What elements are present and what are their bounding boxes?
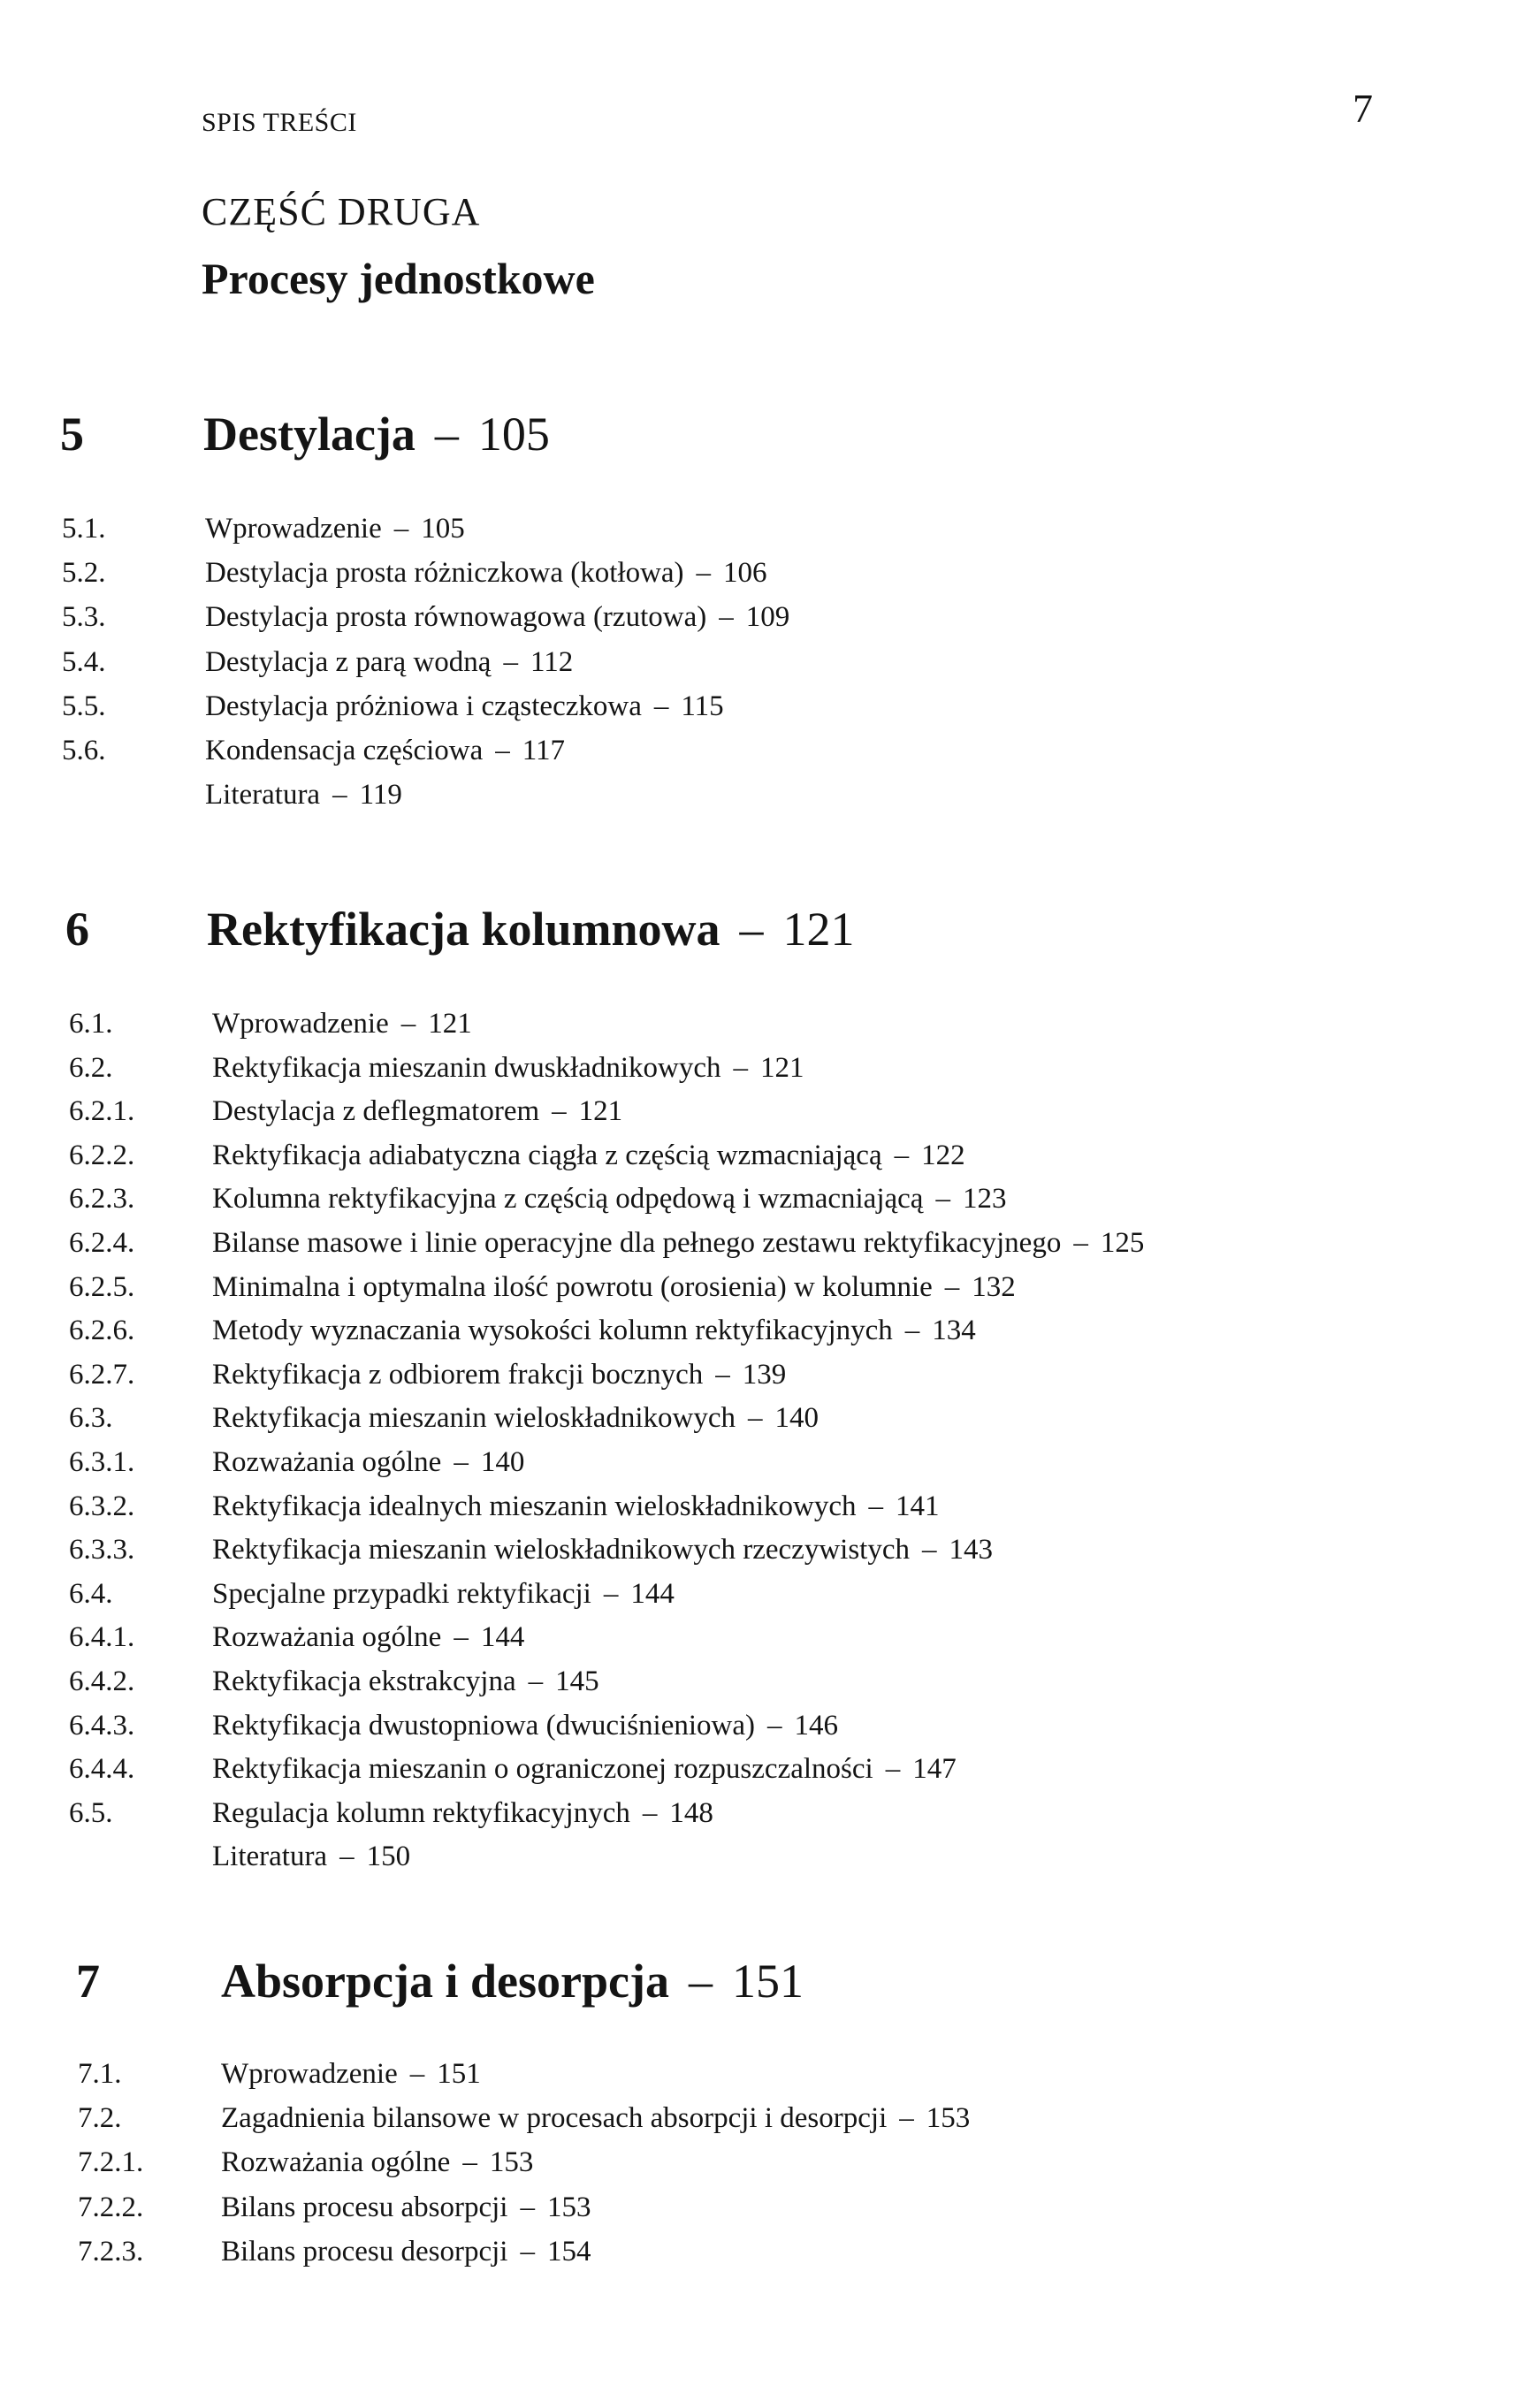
entry-number: 6.1. [69,1008,113,1040]
toc-entry [0,1578,1540,1622]
entry-dash: – [603,1578,619,1610]
entry-dash: – [868,1490,884,1522]
entry-line [212,1140,965,1172]
entry-number: 5.5. [62,690,106,722]
entry-title: Rektyfikacja ekstrakcyjna [212,1665,516,1697]
entry-dash: – [495,735,510,766]
toc-entry [0,2058,1540,2102]
entry-title: Rektyfikacja idealnych mieszanin wieloskładnikowych [212,1490,857,1522]
entry-page: 144 [480,1621,525,1653]
entry-page: 119 [359,779,402,811]
entry-page: 147 [912,1753,957,1785]
entry-title: Bilanse masowe i linie operacyjne dla pełnego zestawu rektyfikacyjnego [212,1227,1062,1259]
entry-line [205,601,789,634]
entry-number: 7.2.1. [78,2146,144,2178]
entry-title: Wprowadzenie [212,1008,389,1040]
entry-title: Specjalne przypadki rektyfikacji [212,1578,591,1610]
entry-line [205,513,465,545]
entry-dash: – [719,601,734,633]
entry-title: Rektyfikacja mieszanin dwuskładnikowych [212,1052,721,1084]
entry-title: Rektyfikacja mieszanin wieloskładnikowych rzeczywistych [212,1534,910,1566]
chapter-heading [0,902,1540,964]
entry-title: Destylacja prosta równowagowa (rzutowa) [205,601,707,633]
entry-dash: – [748,1402,763,1434]
entry-line [205,646,573,679]
entry-line [212,1753,957,1786]
entry-line [212,1315,976,1347]
entry-dash: – [642,1797,658,1829]
toc-entry [0,1841,1540,1885]
entry-dash: – [696,557,712,589]
entry-title: Bilans procesu desorpcji [221,2236,508,2268]
entry-number: 6.2.5. [69,1271,135,1303]
entry-dash: – [885,1753,901,1785]
entry-page: 123 [962,1183,1007,1215]
entry-dash: – [454,1446,469,1478]
entry-dash: – [904,1315,920,1346]
entry-page: 153 [489,2146,534,2178]
entry-line [212,1490,940,1523]
entry-line [212,1710,838,1742]
entry-number: 6.2.1. [69,1095,135,1127]
toc-entry [0,1446,1540,1490]
entry-number: 5.1. [62,513,106,545]
toc-entry [0,1753,1540,1797]
toc-entry [0,1315,1540,1359]
entry-page: 121 [760,1052,804,1084]
entry-title: Kondensacja częściowa [205,735,484,766]
toc-entry [0,2102,1540,2146]
toc-entry [0,1271,1540,1315]
entry-line [212,1095,622,1128]
toc-entry [0,557,1540,601]
entry-number: 6.5. [69,1797,113,1829]
entry-line [212,1665,599,1698]
entry-line [212,1008,472,1040]
entry-title: Rozważania ogólne [212,1621,442,1653]
chapter-page: 121 [782,903,855,956]
entry-line [221,2146,533,2179]
entry-line [205,557,767,590]
entry-number: 6.4.3. [69,1710,135,1742]
toc-entry [0,2146,1540,2191]
entry-page: 143 [949,1534,993,1566]
entry-line [205,779,402,812]
entry-number: 6.2.2. [69,1140,135,1171]
entry-title: Destylacja próżniowa i cząsteczkowa [205,690,642,722]
entry-title: Rektyfikacja adiabatyczna ciągła z częścią wzmacniającą [212,1140,882,1171]
entry-page: 144 [630,1578,675,1610]
entry-page: 140 [774,1402,820,1434]
chapter-page: 151 [731,1955,804,2008]
entry-line [212,1271,1016,1304]
entry-number: 6.4.1. [69,1621,135,1653]
entry-number: 6.2. [69,1052,113,1084]
chapter-dash: – [739,903,764,956]
toc-entry [0,1183,1540,1227]
toc-entry [0,2236,1540,2280]
entry-page: 148 [669,1797,713,1829]
entry-title: Zagadnienia bilansowe w procesach absorpcji i desorpcji [221,2102,888,2134]
entry-page: 139 [742,1359,787,1391]
entry-page: 115 [681,690,724,722]
entry-dash: – [332,779,347,811]
toc-entry [0,735,1540,779]
chapter-heading [0,407,1540,469]
entry-page: 121 [578,1095,623,1127]
toc-entry [0,1621,1540,1665]
chapter-title [203,407,550,461]
entry-title: Destylacja z parą wodną [205,646,492,678]
entry-dash: – [528,1665,544,1697]
entry-line [221,2236,591,2268]
entry-title: Kolumna rektyfikacyjna z częścią odpędową i wzmacniającą [212,1183,924,1215]
entry-page: 145 [555,1665,599,1697]
entry-number: 7.1. [78,2058,122,2090]
page-number: 7 [1353,86,1373,131]
entry-line [212,1402,819,1435]
entry-dash: – [503,646,518,678]
chapter-page: 105 [477,408,550,461]
entry-page: 151 [437,2058,481,2090]
entry-dash: – [899,2102,914,2134]
chapter-heading [0,1954,1540,2016]
entry-title: Bilans procesu absorpcji [221,2191,508,2223]
entry-title: Rozważania ogólne [212,1446,442,1478]
entry-number: 6.4.4. [69,1753,135,1785]
entry-line [221,2191,591,2224]
entry-title: Destylacja z deflegmatorem [212,1095,540,1127]
part-title: Procesy jednostkowe [202,254,595,303]
entry-number: 6.3.2. [69,1490,135,1522]
entry-title: Destylacja prosta różniczkowa (kotłowa) [205,557,684,589]
entry-dash: – [894,1140,910,1171]
entry-line [212,1534,993,1566]
chapter-title-text: Absorpcja i desorpcja [221,1955,669,2008]
toc-entry [0,646,1540,690]
entry-number: 6.2.7. [69,1359,135,1391]
chapter-title [221,1954,804,2008]
toc-entry [0,2191,1540,2236]
entry-title: Metody wyznaczania wysokości kolumn rektyfikacyjnych [212,1315,893,1346]
toc-entry [0,1665,1540,1710]
entry-line [212,1578,675,1611]
toc-entry [0,1359,1540,1403]
chapter-number: 7 [76,1955,100,2008]
entry-dash: – [922,1534,937,1566]
entry-title: Rektyfikacja mieszanin wieloskładnikowych [212,1402,736,1434]
toc-entry [0,1227,1540,1271]
toc-entry [0,1095,1540,1140]
entry-number: 6.2.6. [69,1315,135,1346]
chapter-dash: – [688,1955,713,2008]
entry-number: 5.3. [62,601,106,633]
part-label: CZĘŚĆ DRUGA [202,190,481,233]
entry-number: 6.4.2. [69,1665,135,1697]
entry-page: 134 [932,1315,976,1346]
entry-page: 141 [896,1490,940,1522]
toc-entry [0,1402,1540,1446]
entry-dash: – [393,513,409,545]
entry-dash: – [715,1359,730,1391]
entry-dash: – [520,2191,535,2223]
entry-line [212,1446,524,1479]
entry-dash: – [462,2146,477,2178]
entry-line [212,1359,786,1391]
running-head: SPIS TREŚCI [202,108,357,137]
entry-number: 6.4. [69,1578,113,1610]
toc-entry [0,601,1540,645]
entry-page: 153 [926,2102,971,2134]
entry-title: Rektyfikacja dwustopniowa (dwuciśnieniowa) [212,1710,756,1742]
entry-number: 7.2. [78,2102,122,2134]
entry-dash: – [454,1621,469,1653]
entry-dash: – [339,1841,355,1872]
entry-number: 6.3. [69,1402,113,1434]
toc-entry [0,690,1540,735]
entry-page: 125 [1100,1227,1145,1259]
entry-number: 5.2. [62,557,106,589]
entry-dash: – [653,690,669,722]
entry-title: Literatura [212,1841,328,1872]
toc-entry [0,1490,1540,1535]
entry-number: 6.3.1. [69,1446,135,1478]
entry-title: Rektyfikacja z odbiorem frakcji bocznych [212,1359,704,1391]
entry-title: Rozważania ogólne [221,2146,451,2178]
chapter-title-text: Rektyfikacja kolumnowa [207,903,720,956]
toc-entry [0,1797,1540,1841]
entry-title: Wprowadzenie [221,2058,398,2090]
entry-line [205,690,724,723]
entry-dash: – [944,1271,960,1303]
entry-number: 5.4. [62,646,106,678]
entry-line [212,1797,713,1830]
entry-title: Regulacja kolumn rektyfikacyjnych [212,1797,630,1829]
toc-entry [0,513,1540,557]
chapter-number: 6 [65,903,89,956]
entry-dash: – [400,1008,416,1040]
entry-page: 121 [428,1008,472,1040]
entry-line [212,1841,410,1873]
toc-entry [0,1052,1540,1096]
entry-dash: – [1073,1227,1088,1259]
entry-dash: – [935,1183,950,1215]
entry-number: 7.2.3. [78,2236,144,2268]
entry-line [212,1052,804,1085]
entry-line [212,1227,1144,1260]
entry-number: 5.6. [62,735,106,766]
toc-entry [0,1534,1540,1578]
entry-number: 6.3.3. [69,1534,135,1566]
entry-dash: – [767,1710,782,1742]
entry-page: 146 [794,1710,839,1742]
entry-line [205,735,565,767]
entry-dash: – [552,1095,567,1127]
chapter-dash: – [434,408,459,461]
entry-number: 6.2.3. [69,1183,135,1215]
chapter-number: 5 [60,408,84,461]
entry-page: 109 [745,601,790,633]
chapter-title [207,902,855,957]
entry-page: 112 [530,646,574,678]
entry-dash: – [520,2236,535,2268]
entry-page: 117 [522,735,566,766]
entry-page: 122 [921,1140,965,1171]
entry-number: 6.2.4. [69,1227,135,1259]
entry-line [212,1183,1006,1216]
entry-line [221,2102,970,2135]
entry-title: Minimalna i optymalna ilość powrotu (orosienia) w kolumnie [212,1271,933,1303]
entry-dash: – [409,2058,425,2090]
entry-title: Rektyfikacja mieszanin o ograniczonej rozpuszczalności [212,1753,873,1785]
entry-number: 7.2.2. [78,2191,144,2223]
toc-entry [0,1710,1540,1754]
toc-entry [0,1140,1540,1184]
entry-line [221,2058,481,2091]
entry-page: 154 [546,2236,591,2268]
entry-page: 140 [480,1446,525,1478]
toc-entry [0,1008,1540,1052]
entry-title: Wprowadzenie [205,513,382,545]
toc-entry [0,779,1540,823]
entry-page: 106 [723,557,767,589]
entry-title: Literatura [205,779,321,811]
entry-page: 105 [421,513,465,545]
entry-dash: – [733,1052,749,1084]
entry-page: 153 [546,2191,591,2223]
entry-page: 150 [366,1841,411,1872]
entry-line [212,1621,524,1654]
chapter-title-text: Destylacja [203,408,415,461]
entry-page: 132 [972,1271,1016,1303]
